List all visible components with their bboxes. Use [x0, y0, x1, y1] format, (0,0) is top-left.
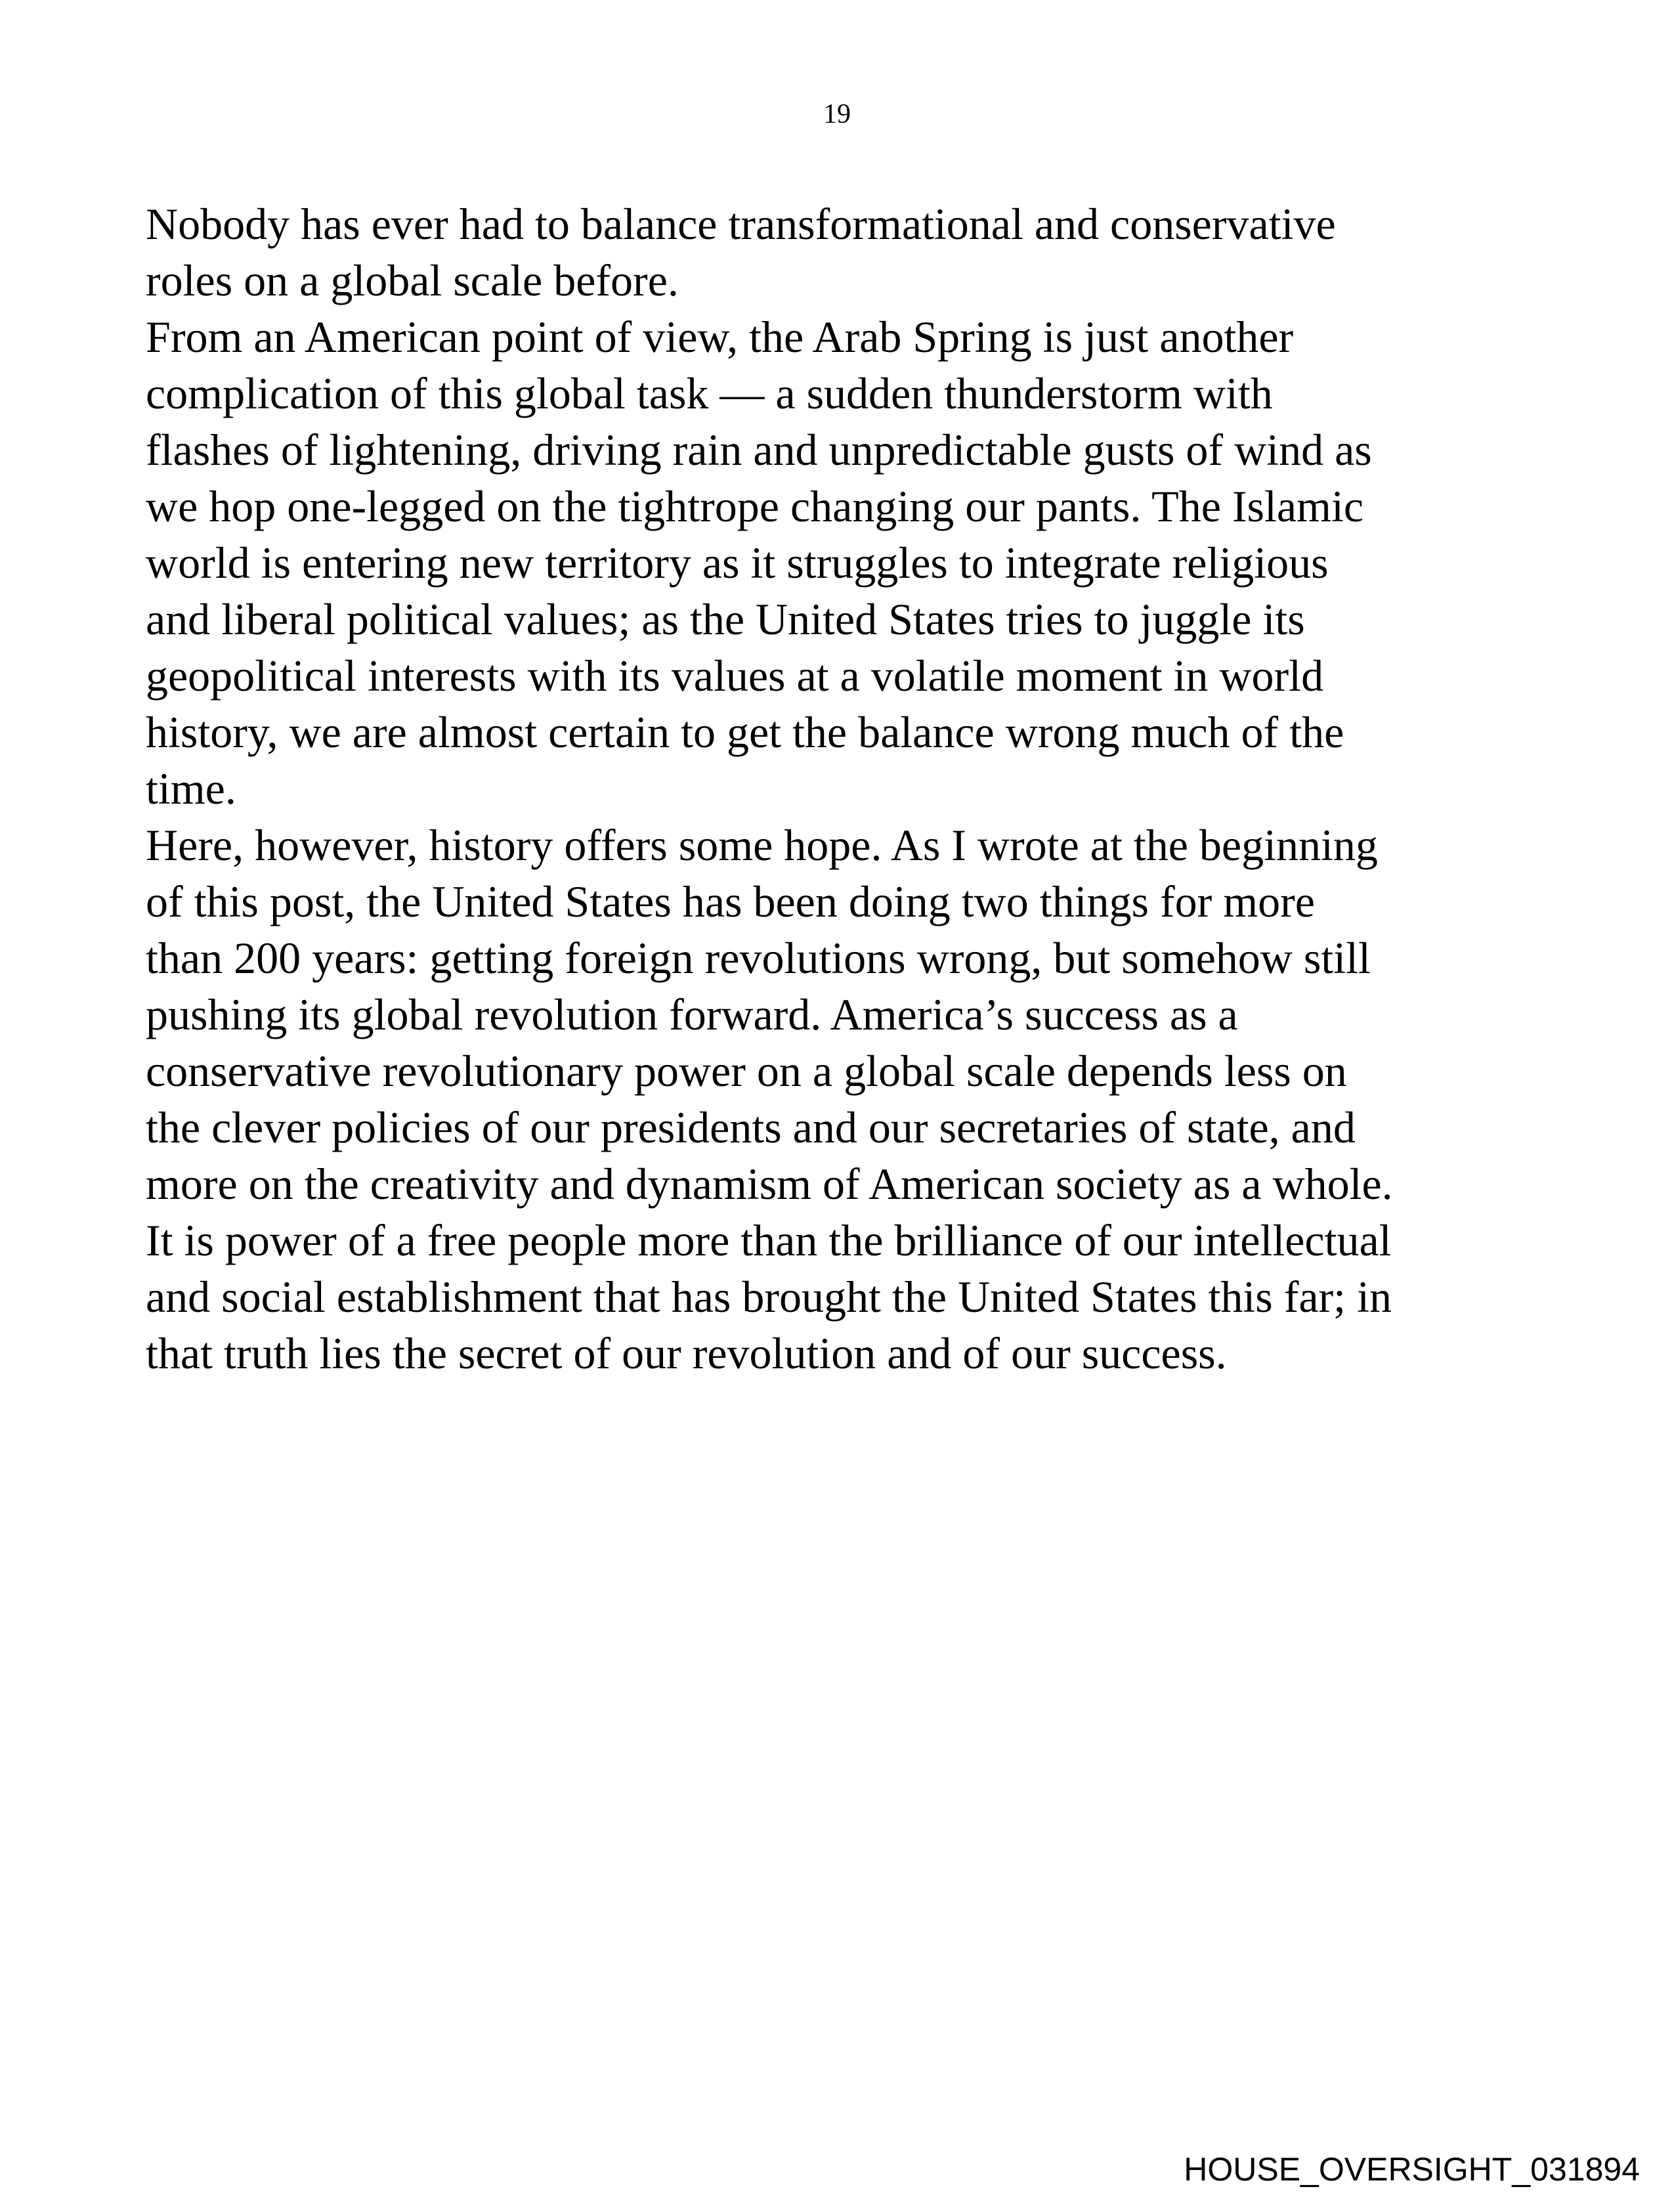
page-number: 19 [823, 99, 851, 129]
paragraph: Here, however, history offers some hope. As I wrote at the beginning of this post, the United States has been doing two things for more than 200 years: getting foreign revolutions wrong, but somehow still pushing its global revolution forward. America’s success as a conservative revolutionary power on a global scale depends less on the clever policies of our presidents and our secretaries of state, and more on the creativity and dynamism of American society as a whole. It is power of a free people more than the brilliance of our intellectual and social establishment that has brought the United States this far; in that truth lies the secret of our revolution and of our success. [146, 820, 1393, 1378]
bates-number: HOUSE_OVERSIGHT_031894 [1184, 2151, 1640, 2188]
paragraph: Nobody has ever had to balance transformational and conservative roles on a global scale before. [146, 199, 1336, 305]
body-text [146, 196, 1537, 1381]
paragraph: From an American point of view, the Arab Spring is just another complication of this global task — a sudden thunderstorm with flashes of lightening, driving rain and unpredictable gusts of wind as we hop one-legged on the tightrope changing our pants. The Islamic world is entering new territory as it struggles to integrate religious and liberal political values; as the United States tries to juggle its geopolitical interests with its values at a volatile moment in world history, we are almost certain to get the balance wrong much of the time. [146, 312, 1372, 813]
